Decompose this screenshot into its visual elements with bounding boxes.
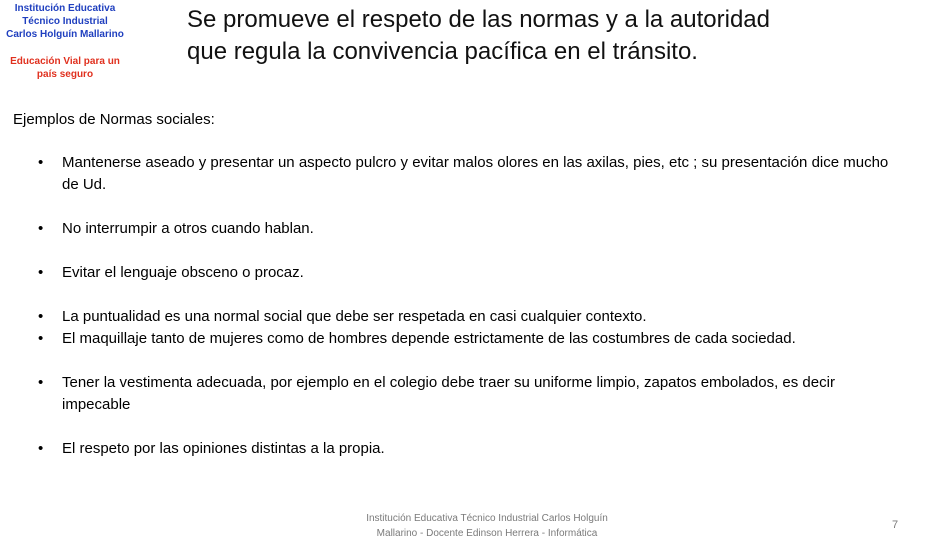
list-item — [0, 438, 930, 460]
bullet-dot-icon: • — [38, 374, 44, 391]
bullet-dot-icon: • — [38, 264, 44, 281]
bullet-dot-icon: • — [38, 308, 44, 325]
list-item-text: No interrumpir a otros cuando hablan. — [62, 220, 314, 237]
program-subtitle-line-1: Educación Vial para un — [10, 56, 120, 67]
list-item — [0, 306, 930, 328]
program-subtitle-line-2: país seguro — [36, 69, 94, 80]
slide-title-line-2: que regula la convivencia pacífica en el tránsito. — [187, 38, 698, 65]
list-item — [0, 218, 930, 240]
slide-title — [187, 4, 927, 68]
list-item-text: La puntualidad es una normal social que debe ser respetada en casi cualquier contexto. — [62, 308, 647, 325]
bullet-dot-icon: • — [38, 330, 44, 347]
slide-footer — [322, 511, 652, 541]
intro-text: Ejemplos de Normas sociales: — [13, 111, 215, 128]
program-subtitle — [0, 55, 130, 81]
institution-name — [0, 2, 130, 41]
institution-logo-text — [0, 2, 130, 81]
list-item — [0, 262, 930, 284]
bullet-dot-icon: • — [38, 154, 44, 171]
list-item — [0, 152, 930, 196]
institution-name-line-2: Técnico Industrial — [22, 16, 108, 27]
institution-name-line-3: Carlos Holguín Mallarino — [6, 29, 124, 40]
bullet-dot-icon: • — [38, 220, 44, 237]
list-item — [0, 372, 930, 416]
institution-name-line-1: Institución Educativa — [14, 3, 116, 14]
list-item-text: Tener la vestimenta adecuada, por ejemplo en el colegio debe traer su uniforme limpio, zapatos embolados, es decir impecable — [62, 374, 835, 413]
norms-list — [0, 152, 930, 460]
list-item-text: El respeto por las opiniones distintas a la propia. — [62, 440, 385, 457]
list-item — [0, 328, 930, 350]
bullet-dot-icon: • — [38, 440, 44, 457]
footer-line-1: Institución Educativa Técnico Industrial Carlos Holguín — [366, 513, 608, 524]
page-number: 7 — [892, 519, 899, 531]
list-item-text: Evitar el lenguaje obsceno o procaz. — [62, 264, 304, 281]
slide-title-line-1: Se promueve el respeto de las normas y a la autoridad — [187, 6, 770, 33]
footer-line-2: Mallarino - Docente Edinson Herrera - Informática — [376, 528, 598, 539]
list-item-text: Mantenerse aseado y presentar un aspecto pulcro y evitar malos olores en las axilas, pies, etc ; su presentación dice mucho de Ud. — [62, 154, 889, 193]
list-item-text: El maquillaje tanto de mujeres como de hombres depende estrictamente de las costumbres de cada sociedad. — [62, 330, 796, 347]
